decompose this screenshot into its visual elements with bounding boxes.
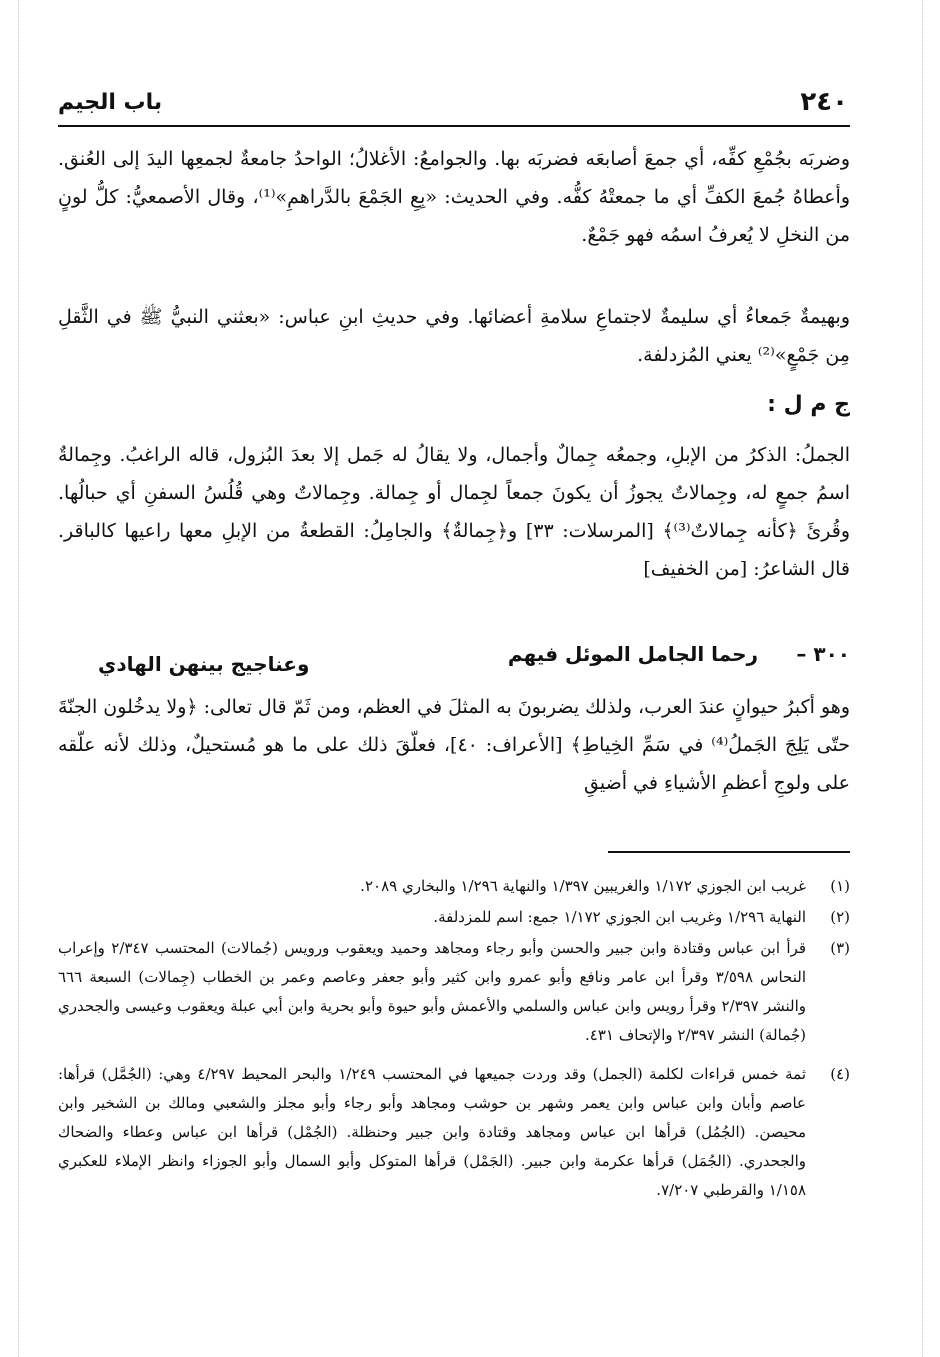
page-header [58,82,848,122]
footnote [58,1060,850,1205]
page-number: ٢٤٠ [800,87,848,117]
header-rule [58,125,850,127]
scan-guide-left [18,0,19,1357]
running-title: باب الجيم [58,89,163,115]
paragraph-jamal: الجملُ: الذكرُ من الإبلِ، وجمعُه جِمالٌ وأجمال، ولا يقالُ له جَمل إلا بعدَ البُزول، قاله الراغبُ. وجِمالةٌ اسمُ جمعٍ له، وجِمالاتٌ يجوزُ أن يكونَ جمعاً لجِمال أو جِمالة. وجِمالاتٌ وهي قُلُسُ السفنِ أي حبالُها. وقُرئَ ﴿كأنه جِمالاتٌ⁽³⁾﴾ [المرسلات: ٣٣] و﴿جِمالةٌ﴾ والجامِلُ: القطعةُ من الإبلِ معها راعيها كالباقر. قال الشاعرُ: [من الخفيف] [58,444,850,580]
footnote-text: قرأ ابن عباس وقتادة وابن جبير والحسن وأبو رجاء ومجاهد وحميد ويعقوب ورويس (جُمالات) المحتسب ٢/٣٤٧ وإعراب النحاس ٣/٥٩٨ وقرأ ابن عامر ونافع وأبو عمرو وابن كثير وأبو جعفر وعاصم وعمر بن الخطاب (جِمالات) السبعة ٦٦٦ والنشر ٢/٣٩٧ وقرأ رويس وابن عباس والسلمي والأعمش وأبو حيوة وأبو بحرية وابن أبي عبلة ويعقوب وعيسى والجحدري (جُمالة) النشر ٢/٣٩٧ والإتحاف ٤٣١. [58,939,806,1044]
footnote-number: (٢) [830,908,850,926]
footnote-number: (١) [830,877,850,895]
scan-guide-right [922,0,923,1357]
poetry-verse [58,636,850,680]
paragraph-jam: وضربَه بجُمْعِ كفِّه، أي جمعَ أصابعَه فضربَه بها. والجوامعُ: الأغلالُ؛ الواحدُ جامعةٌ لجمعِها اليدَ إلى العُنق. وأعطاهُ جُمعَ الكفِّ أي ما جمعتْهُ كفُّه. وفي الحديث: «بِعِ الجَمْعَ بالدَّراهمِ»⁽¹⁾، وقال الأصمعيُّ: كلُّ لونٍ من النخلِ لا يُعرفُ اسمُه فهو جَمْعٌ. [58,148,850,246]
paragraph-camel-proverb: وهو أكبرُ حيوانٍ عندَ العرب، ولذلك يضربونَ به المثلَ في العظم، ومن ثَمّ قال تعالى: ﴿ولا يدخُلون الجنّةَ حتّى يَلِجَ الجَملُ⁽⁴⁾ في سَمِّ الخِياطِ﴾ [الأعراف: ٤٠]، فعلّقَ ذلك على ما هو مُستحيلٌ، وذلك لأنه علّقه على ولوجِ أعظمِ الأشياءِ في أضيقِ [58,696,850,794]
root-heading: ج م ل : [767,392,850,417]
footnote [58,903,850,932]
footnote-number: (٣) [830,939,850,957]
footnote [58,934,850,1050]
footnotes [58,872,850,1207]
verse-first-hemistich: رحما الجامل الموئل فيهم [507,642,758,666]
footnote-text: غريب ابن الجوزي ١/١٧٢ والغريبين ١/٣٩٧ والنهاية ١/٢٩٦ والبخاري ٢٠٨٩. [360,877,806,895]
footnote-number: (٤) [830,1065,850,1083]
verse-second-hemistich: وعناجيج بينهن الهادي [98,652,310,676]
footnote-text: ثمة خمس قراءات لكلمة (الجمل) وقد وردت جميعها في المحتسب ١/٢٤٩ والبحر المحيط ٤/٢٩٧ وهي: (الجُمَّل) قرأها: عاصم وأبان وابن عباس وابن يعمر وشهر بن حوشب ومجاهد وأبو رجاء وأبو مجلز والشعبي ومالك بن الشخير وابن محيصن. (الجُمُل) قرأها ابن عباس ومجاهد وقتادة وابن جبير وحنظلة. (الجُمْل) قرأها ابن عباس وعطاء والضحاك والجحدري. (الجُمَل) قرأها عكرمة وابن جبير. (الجَمْل) قرأها المتوكل وأبو السمال وأبو الجوزاء وانظر الإملاء للعكبري ١/١٥٨ والقرطبي ٧/٢٠٧. [58,1065,806,1199]
verse-number: ٣٠٠ – [796,642,850,666]
footnote-rule [608,851,850,853]
footnote [58,872,850,901]
paragraph-jamaa: وبهيمةٌ جَمعاءُ أي سليمةٌ لاجتماعِ سلامةِ أعضائها. وفي حديثِ ابنِ عباس: «بعثني النبيُّ ﷺ في الثَّقلِ مِن جَمْعٍ»⁽²⁾ يعني المُزدلفة. [58,306,850,366]
footnote-text: النهاية ١/٢٩٦ وغريب ابن الجوزي ١/١٧٢ جمع: اسم للمزدلفة. [433,908,806,926]
